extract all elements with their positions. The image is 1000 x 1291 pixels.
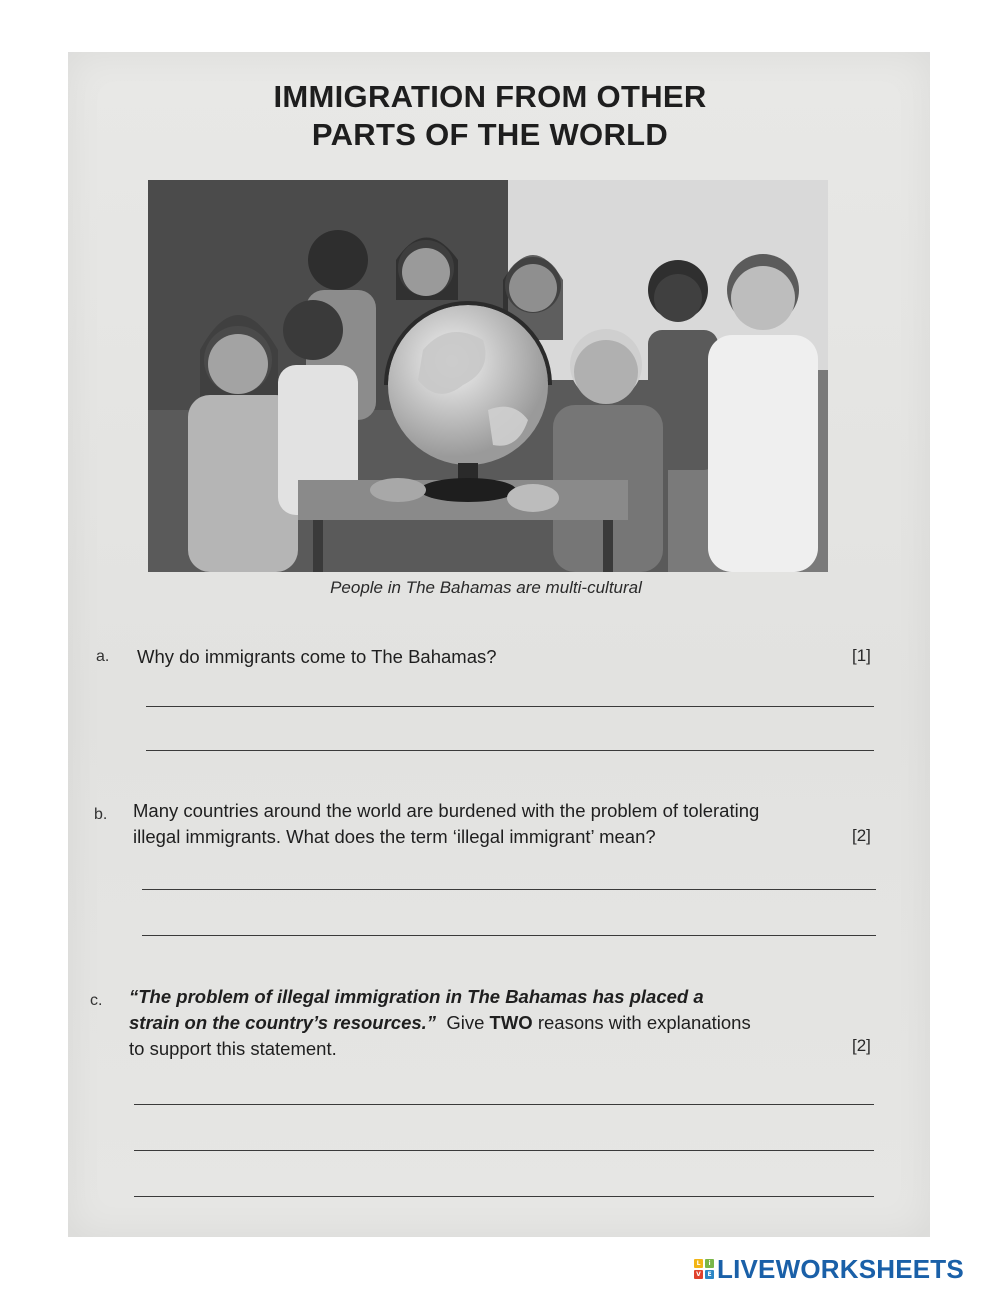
question-a-marks: [1] (852, 646, 871, 665)
photo-caption: People in The Bahamas are multi-cultural (330, 578, 642, 597)
question-c-instruction-pre: Give (436, 1012, 490, 1033)
question-b-line-1: Many countries around the world are burdened with the problem of tolerating (133, 800, 760, 821)
question-b-letter: b. (94, 806, 108, 823)
question-b-text (133, 798, 759, 850)
question-c-line-3: to support this statement. (129, 1038, 337, 1059)
photo-illustration (148, 180, 828, 572)
question-c-line-2 (129, 1010, 751, 1036)
logo-square-2: i (705, 1259, 714, 1268)
answer-line-c3[interactable] (134, 1196, 874, 1197)
logo-text: LIVEWORKSHEETS (717, 1253, 964, 1284)
answer-line-b2[interactable] (142, 935, 876, 936)
question-b-line-2: illegal immigrants. What does the term ‘illegal immigrant’ mean? (133, 826, 656, 847)
question-c-quote-line-2: strain on the country’s resources.” (129, 1012, 437, 1033)
question-a-letter: a. (96, 648, 110, 665)
title-line-1: IMMIGRATION FROM OTHER (273, 79, 707, 114)
title-line-2: PARTS OF THE WORLD (311, 117, 669, 152)
answer-line-a2[interactable] (146, 750, 874, 751)
question-c-text (129, 984, 751, 1062)
photo-children-with-globe (148, 180, 828, 572)
question-c-marks: [2] (852, 1036, 871, 1055)
logo-square-4: E (705, 1270, 714, 1279)
answer-line-b1[interactable] (142, 889, 876, 890)
logo-square-3: V (694, 1270, 703, 1279)
page-title (0, 78, 980, 154)
answer-line-c2[interactable] (134, 1150, 874, 1151)
question-a-text: Why do immigrants come to The Bahamas? (137, 646, 497, 667)
liveworksheets-logo (694, 1254, 964, 1284)
question-c-instruction-post: reasons with explanations (532, 1012, 751, 1033)
logo-squares-icon (694, 1259, 714, 1279)
logo-square-1: L (694, 1259, 703, 1268)
answer-line-c1[interactable] (134, 1104, 874, 1105)
question-c-quote-line-1: “The problem of illegal immigration in The Bahamas has placed a (129, 986, 704, 1007)
question-b-marks: [2] (852, 826, 871, 845)
question-c-letter: c. (90, 992, 103, 1009)
question-c-instruction-bold: TWO (489, 1012, 533, 1033)
answer-line-a1[interactable] (146, 706, 874, 707)
